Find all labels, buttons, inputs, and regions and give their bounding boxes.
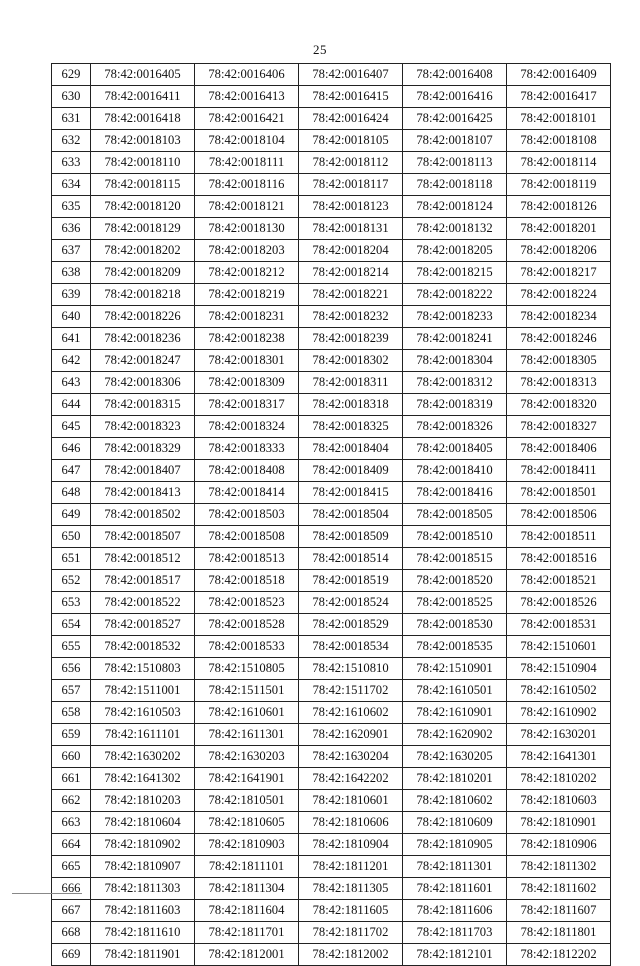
cadastral-number-cell: 78:42:0018105 [299,130,403,152]
cadastral-number-cell: 78:42:1511501 [195,680,299,702]
cadastral-number-cell: 78:42:1630204 [299,746,403,768]
cadastral-number-cell: 78:42:1610501 [403,680,507,702]
cadastral-number-cell: 78:42:0018123 [299,196,403,218]
cadastral-number-cell: 78:42:0018411 [507,460,611,482]
cadastral-number-cell: 78:42:1810907 [91,856,195,878]
cadastral-number-cell: 78:42:0018214 [299,262,403,284]
cadastral-number-cell: 78:42:0018238 [195,328,299,350]
cadastral-number-cell: 78:42:0018204 [299,240,403,262]
cadastral-number-cell: 78:42:0018304 [403,350,507,372]
row-number-cell: 661 [52,768,91,790]
cadastral-number-cell: 78:42:0018112 [299,152,403,174]
cadastral-number-cell: 78:42:1811305 [299,878,403,900]
cadastral-number-cell: 78:42:1510805 [195,658,299,680]
cadastral-number-cell: 78:42:0018101 [507,108,611,130]
cadastral-number-cell: 78:42:1642202 [299,768,403,790]
cadastral-number-cell: 78:42:0018241 [403,328,507,350]
cadastral-number-cell: 78:42:0018333 [195,438,299,460]
cadastral-number-cell: 78:42:1810605 [195,812,299,834]
cadastral-number-cell: 78:42:0018104 [195,130,299,152]
row-number-cell: 665 [52,856,91,878]
row-number-cell: 646 [52,438,91,460]
cadastral-number-cell: 78:42:0016415 [299,86,403,108]
cadastral-number-cell: 78:42:0018234 [507,306,611,328]
cadastral-number-cell: 78:42:0018120 [91,196,195,218]
cadastral-number-cell: 78:42:0018329 [91,438,195,460]
cadastral-number-cell: 78:42:1630205 [403,746,507,768]
cadastral-number-cell: 78:42:0018405 [403,438,507,460]
cadastral-number-cell: 78:42:0018533 [195,636,299,658]
cadastral-number-cell: 78:42:0018114 [507,152,611,174]
cadastral-number-cell: 78:42:1610902 [507,702,611,724]
cadastral-number-cell: 78:42:1510904 [507,658,611,680]
row-number-cell: 666 [52,878,91,900]
cadastral-number-cell: 78:42:0018414 [195,482,299,504]
row-number-cell: 668 [52,922,91,944]
cadastral-number-cell: 78:42:0016425 [403,108,507,130]
cadastral-number-cell: 78:42:0018521 [507,570,611,592]
row-number-cell: 663 [52,812,91,834]
table-row [52,834,611,856]
table-row [52,680,611,702]
cadastral-number-cell: 78:42:0018408 [195,460,299,482]
row-number-cell: 662 [52,790,91,812]
table-row [52,196,611,218]
cadastral-number-cell: 78:42:1810903 [195,834,299,856]
cadastral-number-cell: 78:42:0016413 [195,86,299,108]
cadastral-number-cell: 78:42:0018505 [403,504,507,526]
table-row [52,570,611,592]
cadastral-number-cell: 78:42:0018119 [507,174,611,196]
cadastral-number-cell: 78:42:0018324 [195,416,299,438]
cadastral-number-cell: 78:42:0018534 [299,636,403,658]
cadastral-number-cell: 78:42:0018311 [299,372,403,394]
cadastral-number-cell: 78:42:0018239 [299,328,403,350]
cadastral-number-cell: 78:42:1630203 [195,746,299,768]
cadastral-number-cell: 78:42:0018535 [403,636,507,658]
cadastral-number-cell: 78:42:0018524 [299,592,403,614]
cadastral-number-cell: 78:42:1510803 [91,658,195,680]
cadastral-number-cell: 78:42:0018522 [91,592,195,614]
cadastral-number-cell: 78:42:0018520 [403,570,507,592]
cadastral-number-cell: 78:42:0018318 [299,394,403,416]
table-row [52,174,611,196]
cadastral-number-cell: 78:42:0016416 [403,86,507,108]
cadastral-number-cell: 78:42:1810904 [299,834,403,856]
cadastral-number-cell: 78:42:0018124 [403,196,507,218]
cadastral-number-cell: 78:42:0018219 [195,284,299,306]
table-row [52,438,611,460]
cadastral-number-cell: 78:42:0018302 [299,350,403,372]
cadastral-number-cell: 78:42:0016411 [91,86,195,108]
cadastral-number-cell: 78:42:0018501 [507,482,611,504]
table-row [52,724,611,746]
row-number-cell: 642 [52,350,91,372]
row-number-cell: 651 [52,548,91,570]
cadastral-number-cell: 78:42:1810601 [299,790,403,812]
cadastral-number-table [51,63,611,966]
cadastral-number-cell: 78:42:0018117 [299,174,403,196]
cadastral-number-cell: 78:42:0018326 [403,416,507,438]
cadastral-number-cell: 78:42:0018320 [507,394,611,416]
cadastral-number-cell: 78:42:0018517 [91,570,195,592]
cadastral-number-cell: 78:42:0018518 [195,570,299,592]
table-row [52,218,611,240]
cadastral-number-cell: 78:42:1811301 [403,856,507,878]
cadastral-number-cell: 78:42:0018510 [403,526,507,548]
cadastral-number-cell: 78:42:1812101 [403,944,507,966]
cadastral-number-cell: 78:42:0018226 [91,306,195,328]
cadastral-number-cell: 78:42:0018529 [299,614,403,636]
table-row [52,416,611,438]
cadastral-number-cell: 78:42:0018532 [91,636,195,658]
cadastral-number-cell: 78:42:0018221 [299,284,403,306]
cadastral-number-cell: 78:42:0018515 [403,548,507,570]
cadastral-number-cell: 78:42:1810902 [91,834,195,856]
cadastral-number-cell: 78:42:1811101 [195,856,299,878]
cadastral-number-cell: 78:42:0018232 [299,306,403,328]
cadastral-number-cell: 78:42:1610502 [507,680,611,702]
cadastral-number-cell: 78:42:0018236 [91,328,195,350]
row-number-cell: 664 [52,834,91,856]
cadastral-number-cell: 78:42:1511702 [299,680,403,702]
cadastral-number-cell: 78:42:0018513 [195,548,299,570]
cadastral-number-cell: 78:42:0018129 [91,218,195,240]
cadastral-number-cell: 78:42:0018511 [507,526,611,548]
table-row [52,878,611,900]
cadastral-number-cell: 78:42:1810202 [507,768,611,790]
row-number-cell: 634 [52,174,91,196]
cadastral-number-cell: 78:42:0018526 [507,592,611,614]
cadastral-number-cell: 78:42:1610602 [299,702,403,724]
row-number-cell: 647 [52,460,91,482]
row-number-cell: 657 [52,680,91,702]
row-number-cell: 656 [52,658,91,680]
row-number-cell: 630 [52,86,91,108]
cadastral-number-cell: 78:42:1620902 [403,724,507,746]
cadastral-number-cell: 78:42:0018115 [91,174,195,196]
cadastral-number-cell: 78:42:0016406 [195,64,299,86]
table-row [52,262,611,284]
cadastral-number-cell: 78:42:0018218 [91,284,195,306]
cadastral-number-cell: 78:42:1811604 [195,900,299,922]
cadastral-number-cell: 78:42:0018503 [195,504,299,526]
page-number: 25 [313,42,327,57]
table-row [52,812,611,834]
cadastral-number-cell: 78:42:0018309 [195,372,299,394]
cadastral-number-cell: 78:42:1630201 [507,724,611,746]
cadastral-number-cell: 78:42:0018323 [91,416,195,438]
cadastral-number-cell: 78:42:0018121 [195,196,299,218]
row-number-cell: 633 [52,152,91,174]
cadastral-number-cell: 78:42:0018416 [403,482,507,504]
row-number-cell: 652 [52,570,91,592]
cadastral-number-cell: 78:42:1611301 [195,724,299,746]
cadastral-number-cell: 78:42:0018247 [91,350,195,372]
cadastral-number-cell: 78:42:1810603 [507,790,611,812]
cadastral-number-cell: 78:42:0018212 [195,262,299,284]
cadastral-number-cell: 78:42:0018201 [507,218,611,240]
cadastral-number-cell: 78:42:0018319 [403,394,507,416]
table-row [52,306,611,328]
cadastral-number-cell: 78:42:0018415 [299,482,403,504]
cadastral-number-cell: 78:42:1610601 [195,702,299,724]
row-number-cell: 649 [52,504,91,526]
cadastral-number-cell: 78:42:0018108 [507,130,611,152]
cadastral-number-cell: 78:42:0018215 [403,262,507,284]
cadastral-number-cell: 78:42:0018325 [299,416,403,438]
row-number-cell: 629 [52,64,91,86]
cadastral-number-cell: 78:42:1611101 [91,724,195,746]
cadastral-number-cell: 78:42:0018531 [507,614,611,636]
cadastral-number-cell: 78:42:1811606 [403,900,507,922]
row-number-cell: 650 [52,526,91,548]
cadastral-number-cell: 78:42:1811302 [507,856,611,878]
cadastral-number-cell: 78:42:0018103 [91,130,195,152]
cadastral-number-cell: 78:42:1811201 [299,856,403,878]
cadastral-number-cell: 78:42:0018130 [195,218,299,240]
cadastral-number-cell: 78:42:0018118 [403,174,507,196]
row-number-cell: 636 [52,218,91,240]
cadastral-number-cell: 78:42:0018407 [91,460,195,482]
table-row [52,636,611,658]
cadastral-number-cell: 78:42:0018409 [299,460,403,482]
table-row [52,922,611,944]
cadastral-number-cell: 78:42:0018110 [91,152,195,174]
cadastral-number-cell: 78:42:1510601 [507,636,611,658]
cadastral-number-cell: 78:42:1810609 [403,812,507,834]
cadastral-number-cell: 78:42:0018315 [91,394,195,416]
cadastral-number-cell: 78:42:1641901 [195,768,299,790]
cadastral-number-cell: 78:42:0016418 [91,108,195,130]
table-row [52,64,611,86]
table-row [52,328,611,350]
cadastral-number-cell: 78:42:0018222 [403,284,507,306]
table-row [52,350,611,372]
table-row [52,152,611,174]
row-number-cell: 641 [52,328,91,350]
cadastral-number-cell: 78:42:0018523 [195,592,299,614]
cadastral-number-cell: 78:42:0018413 [91,482,195,504]
table-row [52,86,611,108]
cadastral-number-cell: 78:42:1811610 [91,922,195,944]
cadastral-number-cell: 78:42:1811701 [195,922,299,944]
cadastral-number-cell: 78:42:0018514 [299,548,403,570]
cadastral-number-cell: 78:42:0016417 [507,86,611,108]
cadastral-number-cell: 78:42:1511001 [91,680,195,702]
row-number-cell: 660 [52,746,91,768]
cadastral-number-cell: 78:42:1510810 [299,658,403,680]
cadastral-number-cell: 78:42:0018516 [507,548,611,570]
cadastral-number-cell: 78:42:1510901 [403,658,507,680]
cadastral-number-cell: 78:42:0018132 [403,218,507,240]
table-row [52,856,611,878]
table-row [52,394,611,416]
cadastral-number-cell: 78:42:1810602 [403,790,507,812]
table-row [52,460,611,482]
cadastral-number-cell: 78:42:0018217 [507,262,611,284]
cadastral-number-cell: 78:42:1810203 [91,790,195,812]
row-number-cell: 640 [52,306,91,328]
cadastral-number-cell: 78:42:0018306 [91,372,195,394]
cadastral-number-cell: 78:42:0018507 [91,526,195,548]
cadastral-number-cell: 78:42:1641302 [91,768,195,790]
cadastral-number-cell: 78:42:0018126 [507,196,611,218]
row-number-cell: 654 [52,614,91,636]
table-row [52,482,611,504]
cadastral-number-cell: 78:42:1811702 [299,922,403,944]
cadastral-number-cell: 78:42:0018508 [195,526,299,548]
cadastral-number-cell: 78:42:0018512 [91,548,195,570]
cadastral-number-cell: 78:42:0018410 [403,460,507,482]
cadastral-number-cell: 78:42:0018312 [403,372,507,394]
cadastral-number-cell: 78:42:1811607 [507,900,611,922]
row-number-cell: 658 [52,702,91,724]
table-row [52,284,611,306]
cadastral-number-cell: 78:42:0016407 [299,64,403,86]
cadastral-number-cell: 78:42:1810201 [403,768,507,790]
cadastral-number-cell: 78:42:1810901 [507,812,611,834]
row-number-cell: 669 [52,944,91,966]
cadastral-number-cell: 78:42:1810905 [403,834,507,856]
cadastral-number-cell: 78:42:0018519 [299,570,403,592]
cadastral-number-cell: 78:42:1811901 [91,944,195,966]
cadastral-number-cell: 78:42:1610901 [403,702,507,724]
cadastral-number-cell: 78:42:1811605 [299,900,403,922]
row-number-cell: 667 [52,900,91,922]
table-row [52,790,611,812]
row-number-cell: 632 [52,130,91,152]
cadastral-number-cell: 78:42:0018113 [403,152,507,174]
cadastral-number-cell: 78:42:1610503 [91,702,195,724]
table-row [52,548,611,570]
cadastral-number-cell: 78:42:0018202 [91,240,195,262]
row-number-cell: 643 [52,372,91,394]
cadastral-number-cell: 78:42:1810906 [507,834,611,856]
cadastral-number-cell: 78:42:1810501 [195,790,299,812]
table-row [52,372,611,394]
cadastral-number-cell: 78:42:0018527 [91,614,195,636]
cadastral-number-cell: 78:42:0018509 [299,526,403,548]
cadastral-number-cell: 78:42:0018525 [403,592,507,614]
cadastral-number-cell: 78:42:1811603 [91,900,195,922]
cadastral-number-cell: 78:42:0018203 [195,240,299,262]
cadastral-number-cell: 78:42:1812001 [195,944,299,966]
cadastral-number-cell: 78:42:0016408 [403,64,507,86]
table-row [52,900,611,922]
cadastral-number-cell: 78:42:0018305 [507,350,611,372]
cadastral-number-cell: 78:42:0018327 [507,416,611,438]
cadastral-number-cell: 78:42:1810604 [91,812,195,834]
cadastral-number-cell: 78:42:1810606 [299,812,403,834]
row-number-cell: 644 [52,394,91,416]
cadastral-number-cell: 78:42:0018530 [403,614,507,636]
row-number-cell: 637 [52,240,91,262]
table-row [52,768,611,790]
table-row [52,504,611,526]
cadastral-number-cell: 78:42:0018116 [195,174,299,196]
table-row [52,592,611,614]
table-body [52,64,611,966]
cadastral-number-cell: 78:42:0018317 [195,394,299,416]
table-row [52,130,611,152]
cadastral-number-cell: 78:42:1641301 [507,746,611,768]
cadastral-number-cell: 78:42:0018404 [299,438,403,460]
table-row [52,658,611,680]
cadastral-number-cell: 78:42:0018107 [403,130,507,152]
cadastral-number-cell: 78:42:0018233 [403,306,507,328]
row-number-cell: 655 [52,636,91,658]
row-number-cell: 639 [52,284,91,306]
cadastral-number-cell: 78:42:0018231 [195,306,299,328]
cadastral-number-cell: 78:42:1812202 [507,944,611,966]
cadastral-number-cell: 78:42:0018406 [507,438,611,460]
cadastral-number-cell: 78:42:0016409 [507,64,611,86]
cadastral-number-cell: 78:42:0018528 [195,614,299,636]
cadastral-number-cell: 78:42:0016424 [299,108,403,130]
table-row [52,614,611,636]
row-number-cell: 648 [52,482,91,504]
cadastral-number-cell: 78:42:1811601 [403,878,507,900]
cadastral-number-cell: 78:42:0018246 [507,328,611,350]
table-row [52,944,611,966]
cadastral-number-cell: 78:42:1811801 [507,922,611,944]
table-row [52,526,611,548]
table-row [52,702,611,724]
cadastral-number-cell: 78:42:0018301 [195,350,299,372]
row-number-cell: 645 [52,416,91,438]
row-number-cell: 635 [52,196,91,218]
cadastral-number-cell: 78:42:0018209 [91,262,195,284]
cadastral-number-cell: 78:42:1811303 [91,878,195,900]
row-number-cell: 653 [52,592,91,614]
table-row [52,108,611,130]
row-number-cell: 659 [52,724,91,746]
cadastral-number-cell: 78:42:1620901 [299,724,403,746]
cadastral-number-cell: 78:42:0018502 [91,504,195,526]
cadastral-number-cell: 78:42:0018504 [299,504,403,526]
row-number-cell: 631 [52,108,91,130]
cadastral-number-cell: 78:42:0018206 [507,240,611,262]
cadastral-number-cell: 78:42:1812002 [299,944,403,966]
cadastral-number-cell: 78:42:1630202 [91,746,195,768]
table-row [52,746,611,768]
cadastral-number-cell: 78:42:0018313 [507,372,611,394]
cadastral-number-cell: 78:42:0016405 [91,64,195,86]
cadastral-number-cell: 78:42:0018506 [507,504,611,526]
cadastral-number-cell: 78:42:0016421 [195,108,299,130]
row-number-cell: 638 [52,262,91,284]
cadastral-number-cell: 78:42:1811602 [507,878,611,900]
footer-rule [12,893,82,894]
cadastral-number-cell: 78:42:1811703 [403,922,507,944]
cadastral-number-cell: 78:42:0018205 [403,240,507,262]
cadastral-number-cell: 78:42:1811304 [195,878,299,900]
cadastral-number-cell: 78:42:0018111 [195,152,299,174]
table-row [52,240,611,262]
cadastral-number-cell: 78:42:0018224 [507,284,611,306]
cadastral-number-cell: 78:42:0018131 [299,218,403,240]
